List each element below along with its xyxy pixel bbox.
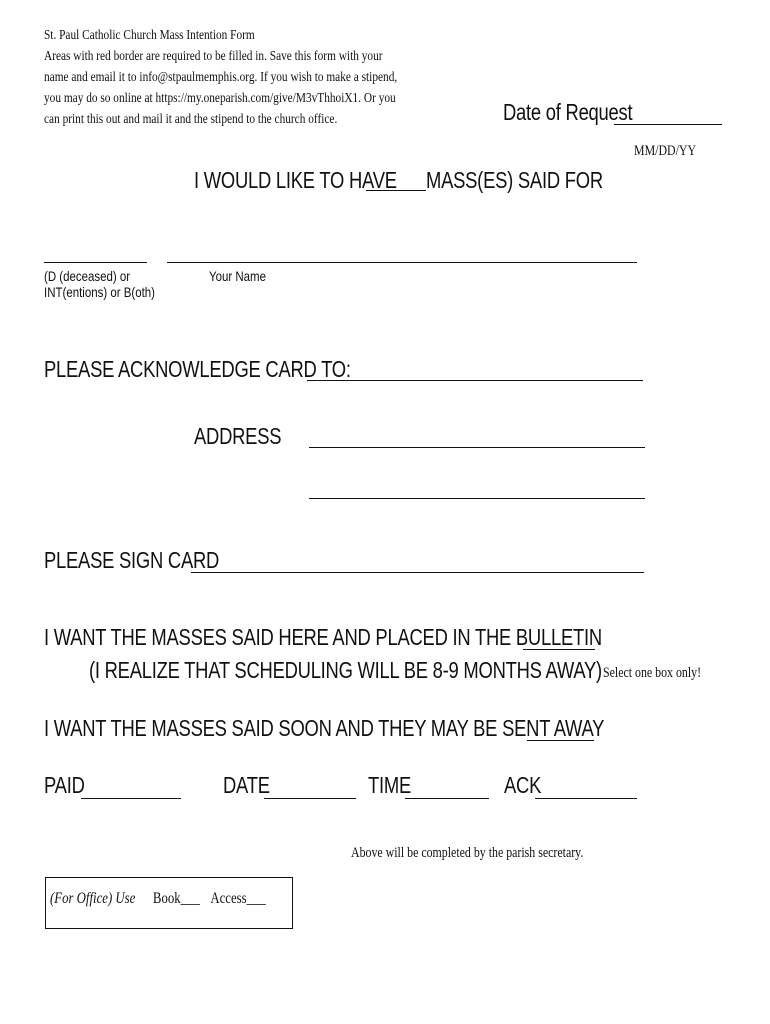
intention-type-field[interactable] — [44, 262, 147, 263]
masses-suffix-label: MASS(ES) SAID FOR — [426, 167, 603, 193]
office-access-field[interactable]: Access___ — [210, 890, 266, 907]
option-soon-field[interactable] — [527, 740, 594, 741]
date-format-hint: MM/DD/YY — [634, 143, 697, 159]
ack-label: ACK — [504, 772, 542, 798]
time-label: TIME — [368, 772, 411, 798]
paid-field[interactable] — [81, 798, 181, 799]
date-of-request-field[interactable] — [614, 124, 722, 125]
date-field[interactable] — [264, 798, 356, 799]
your-name-field[interactable] — [167, 262, 637, 263]
time-field[interactable] — [405, 798, 489, 799]
form-title: St. Paul Catholic Church Mass Intention Form — [44, 27, 255, 42]
date-label: DATE — [223, 772, 270, 798]
masses-prefix-label: I WOULD LIKE TO HAVE — [194, 167, 397, 193]
intro-line: you may do so online at https://my.oneparish.com/give/M3vThhoiX1. Or you — [44, 90, 396, 105]
paid-label: PAID — [44, 772, 85, 798]
intention-type-hint-line: (D (deceased) or — [44, 268, 131, 284]
address-line-1-field[interactable] — [309, 447, 645, 448]
office-book-field[interactable]: Book___ — [152, 890, 200, 907]
your-name-label: Your Name — [209, 268, 267, 284]
ack-field[interactable] — [535, 798, 637, 799]
select-one-note: Select one box only! — [603, 665, 702, 681]
acknowledge-label: PLEASE ACKNOWLEDGE CARD TO: — [44, 356, 351, 382]
office-use-label: (For Office) Use — [50, 890, 136, 907]
address-line-2-field[interactable] — [309, 498, 645, 499]
office-use-row — [50, 890, 266, 908]
option-here-note: (I REALIZE THAT SCHEDULING WILL BE 8-9 MONTHS AWAY) — [89, 657, 602, 683]
form-intro — [44, 24, 397, 129]
intention-type-hint-line: INT(entions) or B(oth) — [44, 284, 156, 300]
date-of-request-label: Date of Request — [503, 99, 633, 125]
option-here-field[interactable] — [523, 649, 595, 650]
secretary-note: Above will be completed by the parish secretary. — [351, 845, 584, 861]
intro-line: can print this out and mail it and the stipend to the church office. — [44, 111, 338, 126]
sign-card-field[interactable] — [191, 572, 644, 573]
address-label: ADDRESS — [194, 423, 282, 449]
option-soon-label: I WANT THE MASSES SAID SOON AND THEY MAY BE SENT AWAY — [44, 715, 605, 741]
sign-card-label: PLEASE SIGN CARD — [44, 547, 220, 573]
acknowledge-name-field[interactable] — [307, 380, 643, 381]
masses-count-field[interactable] — [366, 190, 426, 191]
option-here-label: I WANT THE MASSES SAID HERE AND PLACED IN THE BULLETIN — [44, 624, 602, 650]
intro-line: name and email it to info@stpaulmemphis.org. If you wish to make a stipend, — [44, 69, 398, 84]
intro-line: Areas with red border are required to be filled in. Save this form with your — [44, 48, 383, 63]
intention-type-hint — [44, 268, 155, 300]
